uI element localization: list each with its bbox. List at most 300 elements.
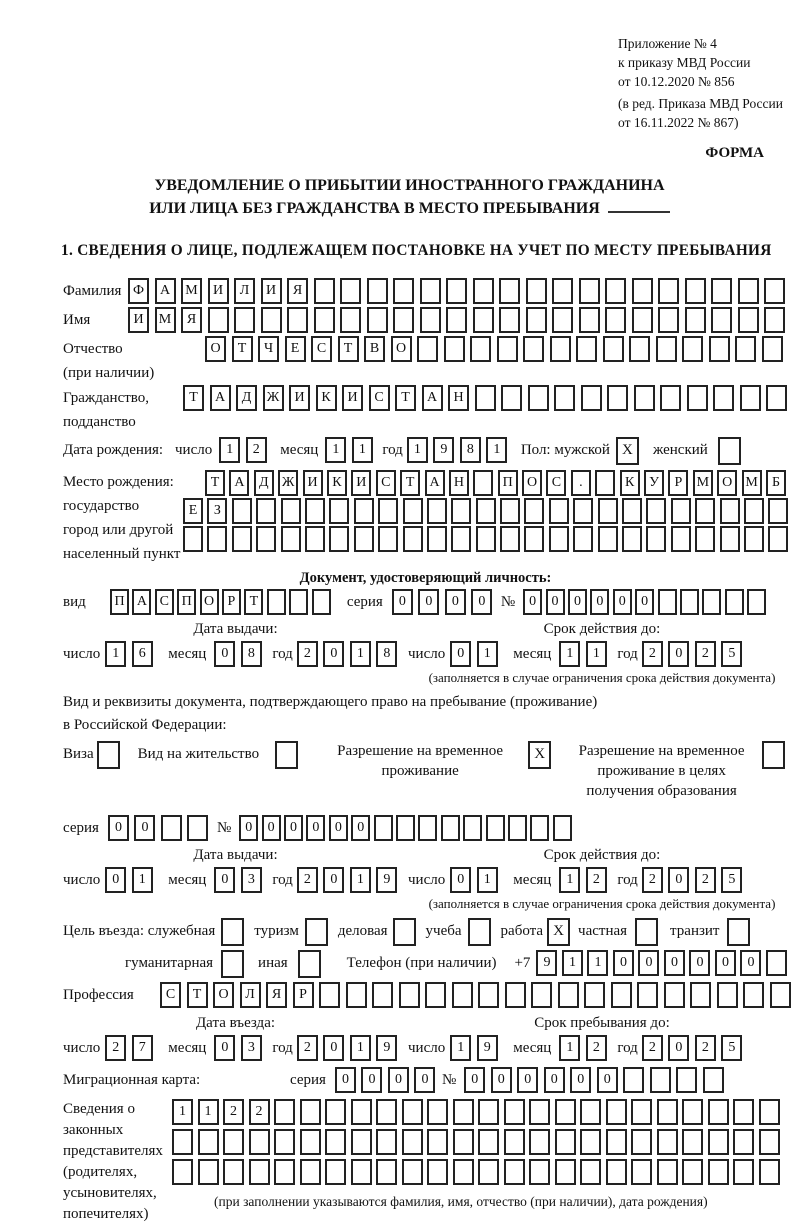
char-cell bbox=[300, 1099, 321, 1125]
migration-card-field bbox=[63, 1067, 796, 1093]
char-cell bbox=[658, 589, 677, 615]
annex-line: к приказу МВД России bbox=[618, 55, 751, 70]
char-cell bbox=[676, 1067, 697, 1093]
char-cell: 1 bbox=[407, 437, 428, 463]
char-cell: А bbox=[210, 385, 231, 411]
char-cell: 1 bbox=[477, 867, 498, 893]
char-cell: 0 bbox=[517, 1067, 538, 1093]
char-cell bbox=[656, 336, 677, 362]
char-cell bbox=[372, 982, 393, 1008]
char-cell: Т bbox=[338, 336, 359, 362]
char-cell bbox=[657, 1099, 678, 1125]
stay-day-cells bbox=[450, 1035, 503, 1061]
char-cell bbox=[671, 498, 691, 524]
char-cell bbox=[646, 498, 666, 524]
char-cell bbox=[690, 982, 711, 1008]
char-cell bbox=[486, 815, 505, 841]
char-cell bbox=[631, 1099, 652, 1125]
id-doc-dates: Дата выдачи: число 1 6 месяц 0 8 год 2 0 1 8 Срок действия до: число 0 1 месяц 1 1 год 2 0 2 5 (заполняется в случае ограничения срока действия документа) bbox=[63, 621, 796, 685]
char-cell bbox=[396, 815, 415, 841]
char-cell bbox=[453, 1159, 474, 1185]
annex-line: от 16.11.2022 № 867) bbox=[618, 115, 739, 130]
char-cell bbox=[378, 498, 398, 524]
char-cell: П bbox=[498, 470, 518, 496]
char-cell bbox=[622, 498, 642, 524]
permit-type-row bbox=[63, 741, 796, 801]
char-cell bbox=[478, 1099, 499, 1125]
issue-date-header: Дата выдачи: bbox=[193, 621, 278, 637]
char-cell: 0 bbox=[597, 1067, 618, 1093]
char-cell bbox=[579, 307, 600, 333]
char-cell bbox=[738, 278, 759, 304]
char-cell: 1 bbox=[219, 437, 240, 463]
char-cell: 9 bbox=[376, 1035, 397, 1061]
char-cell bbox=[453, 1099, 474, 1125]
char-cell bbox=[733, 1099, 754, 1125]
char-cell: 0 bbox=[392, 589, 413, 615]
char-cell: 2 bbox=[695, 641, 716, 667]
char-cell: 6 bbox=[132, 641, 153, 667]
char-cell bbox=[478, 982, 499, 1008]
permit-valid-header: Срок действия до: bbox=[543, 847, 661, 863]
char-cell bbox=[340, 278, 361, 304]
char-cell: 0 bbox=[546, 589, 565, 615]
stay-month-cells bbox=[559, 1035, 612, 1061]
char-cell: 1 bbox=[325, 437, 346, 463]
permit-series-cells bbox=[108, 815, 214, 841]
char-cell: 0 bbox=[613, 589, 632, 615]
char-cell bbox=[682, 1129, 703, 1155]
char-cell bbox=[351, 1099, 372, 1125]
char-cell bbox=[703, 1067, 724, 1093]
doc-series-cells bbox=[392, 589, 498, 615]
char-cell bbox=[622, 526, 642, 552]
char-cell bbox=[499, 307, 520, 333]
char-cell: И bbox=[303, 470, 323, 496]
birth-place-cells-row1 bbox=[205, 470, 793, 496]
surname-label: Фамилия bbox=[63, 283, 122, 299]
char-cell: 1 bbox=[350, 641, 371, 667]
forma-label: ФОРМА bbox=[705, 145, 764, 161]
char-cell bbox=[399, 982, 420, 1008]
char-cell bbox=[256, 498, 276, 524]
char-cell bbox=[208, 307, 229, 333]
char-cell: 0 bbox=[214, 1035, 235, 1061]
birth-day-cells bbox=[219, 437, 272, 463]
char-cell: 0 bbox=[664, 950, 685, 976]
char-cell bbox=[611, 982, 632, 1008]
char-cell: 0 bbox=[134, 815, 155, 841]
char-cell bbox=[504, 1159, 525, 1185]
char-cell bbox=[470, 336, 491, 362]
birth-date-field bbox=[63, 437, 796, 465]
representatives-label-line: представителях bbox=[63, 1143, 163, 1159]
char-cell bbox=[720, 526, 740, 552]
char-cell: 2 bbox=[642, 641, 663, 667]
char-cell: . bbox=[571, 470, 591, 496]
char-cell bbox=[555, 1099, 576, 1125]
tourism-label: туризм bbox=[254, 923, 299, 939]
representatives-cells-row3 bbox=[172, 1159, 784, 1185]
char-cell: 2 bbox=[297, 641, 318, 667]
char-cell bbox=[623, 1067, 644, 1093]
female-checkbox bbox=[718, 437, 741, 465]
permit-dates: Дата выдачи: число 0 1 месяц 0 3 год 2 0 1 9 Срок действия до: число 0 1 месяц 1 2 год 2 0 2 5 (заполняется в случае ограничения срока действия документа) bbox=[63, 847, 796, 911]
citizenship-label: Гражданство, bbox=[63, 390, 150, 406]
char-cell bbox=[476, 526, 496, 552]
char-cell: Р bbox=[293, 982, 314, 1008]
char-cell bbox=[743, 982, 764, 1008]
char-cell bbox=[451, 526, 471, 552]
char-cell: 0 bbox=[635, 589, 654, 615]
char-cell bbox=[768, 526, 788, 552]
char-cell bbox=[198, 1159, 219, 1185]
char-cell: 0 bbox=[450, 641, 471, 667]
char-cell: Е bbox=[183, 498, 203, 524]
char-cell bbox=[660, 385, 681, 411]
char-cell: 2 bbox=[246, 437, 267, 463]
char-cell: 9 bbox=[433, 437, 454, 463]
char-cell: Ж bbox=[278, 470, 298, 496]
char-cell bbox=[631, 1159, 652, 1185]
permit-series-label: серия bbox=[63, 820, 99, 836]
study-checkbox bbox=[468, 918, 491, 946]
char-cell bbox=[682, 1099, 703, 1125]
char-cell bbox=[325, 1099, 346, 1125]
char-cell: И bbox=[261, 278, 282, 304]
char-cell: 0 bbox=[445, 589, 466, 615]
char-cell bbox=[287, 307, 308, 333]
residence-permit-checkbox bbox=[275, 741, 298, 769]
char-cell: 1 bbox=[477, 641, 498, 667]
char-cell: 2 bbox=[249, 1099, 270, 1125]
char-cell: 9 bbox=[477, 1035, 498, 1061]
work-label: работа bbox=[500, 923, 544, 939]
char-cell bbox=[475, 385, 496, 411]
char-cell bbox=[267, 589, 286, 615]
char-cell: 2 bbox=[642, 867, 663, 893]
char-cell: С bbox=[155, 589, 174, 615]
char-cell bbox=[682, 336, 703, 362]
doc-type-cells bbox=[110, 589, 334, 615]
char-cell: 1 bbox=[587, 950, 608, 976]
temp-residence-label: Разрешение на временное проживание bbox=[337, 743, 504, 779]
char-cell: 1 bbox=[350, 867, 371, 893]
char-cell bbox=[650, 1067, 671, 1093]
char-cell bbox=[473, 470, 493, 496]
char-cell bbox=[595, 470, 615, 496]
char-cell bbox=[374, 815, 393, 841]
char-cell: 2 bbox=[223, 1099, 244, 1125]
sex-female-label: женский bbox=[652, 442, 708, 458]
char-cell: А bbox=[422, 385, 443, 411]
char-cell bbox=[223, 1129, 244, 1155]
char-cell bbox=[207, 526, 227, 552]
char-cell: 1 bbox=[586, 641, 607, 667]
mc-number-cells bbox=[464, 1067, 729, 1093]
char-cell bbox=[671, 526, 691, 552]
char-cell bbox=[187, 815, 208, 841]
char-cell bbox=[711, 307, 732, 333]
char-cell: С bbox=[376, 470, 396, 496]
char-cell: 0 bbox=[284, 815, 303, 841]
work-checkbox bbox=[547, 918, 570, 946]
char-cell bbox=[478, 1129, 499, 1155]
char-cell bbox=[637, 982, 658, 1008]
char-cell: 0 bbox=[329, 815, 348, 841]
char-cell bbox=[744, 526, 764, 552]
char-cell bbox=[351, 1159, 372, 1185]
char-cell: 7 bbox=[132, 1035, 153, 1061]
char-cell bbox=[319, 982, 340, 1008]
char-cell: О bbox=[205, 336, 226, 362]
char-cell: И bbox=[351, 470, 371, 496]
char-cell bbox=[584, 982, 605, 1008]
patronymic-note: (при наличии) bbox=[63, 365, 155, 381]
char-cell bbox=[463, 815, 482, 841]
char-cell: М bbox=[155, 307, 176, 333]
purpose-row2 bbox=[63, 950, 796, 978]
permit-issue-header: Дата выдачи: bbox=[193, 847, 278, 863]
char-cell: П bbox=[177, 589, 196, 615]
citizenship-cells bbox=[183, 385, 793, 411]
permit-paragraph: Вид и реквизиты документа, подтверждающего право на пребывание (проживание) в Российской Федерации: bbox=[63, 694, 598, 733]
doc-number-sign: № bbox=[500, 594, 516, 610]
char-cell bbox=[733, 1129, 754, 1155]
char-cell: И bbox=[289, 385, 310, 411]
char-cell bbox=[376, 1129, 397, 1155]
phone-label: Телефон (при наличии) bbox=[346, 955, 497, 971]
char-cell bbox=[403, 498, 423, 524]
sex-female-checkbox bbox=[718, 437, 741, 465]
char-cell: 8 bbox=[241, 641, 262, 667]
char-cell: 0 bbox=[464, 1067, 485, 1093]
section1-heading: 1. СВЕДЕНИЯ О ЛИЦЕ, ПОДЛЕЖАЩЕМ ПОСТАНОВКЕ НА УЧЕТ ПО МЕСТУ ПРЕБЫВАНИЯ bbox=[61, 242, 772, 259]
representatives-note: (при заполнении указываются фамилия, имя, отчество (при наличии), дата рождения) bbox=[214, 1194, 708, 1209]
mc-number-sign: № bbox=[441, 1072, 457, 1088]
char-cell: 0 bbox=[613, 950, 634, 976]
char-cell bbox=[646, 526, 666, 552]
representatives-label-line: попечителях) bbox=[63, 1206, 149, 1222]
stay-year-cells bbox=[642, 1035, 748, 1061]
study-label: учеба bbox=[425, 923, 462, 939]
char-cell: Т bbox=[232, 336, 253, 362]
char-cell bbox=[576, 336, 597, 362]
tourism-checkbox bbox=[305, 918, 328, 946]
char-cell bbox=[733, 1159, 754, 1185]
char-cell: В bbox=[364, 336, 385, 362]
char-cell bbox=[505, 982, 526, 1008]
char-cell bbox=[451, 498, 471, 524]
char-cell: С bbox=[546, 470, 566, 496]
char-cell bbox=[764, 307, 785, 333]
char-cell bbox=[354, 498, 374, 524]
char-cell: 2 bbox=[586, 1035, 607, 1061]
char-cell bbox=[261, 307, 282, 333]
char-cell bbox=[631, 1129, 652, 1155]
visa-label: Виза bbox=[63, 746, 94, 762]
char-cell bbox=[606, 1099, 627, 1125]
char-cell: И bbox=[128, 307, 149, 333]
char-cell bbox=[367, 307, 388, 333]
char-cell: О bbox=[717, 470, 737, 496]
entry-dates: Дата въезда: число 2 7 месяц 0 3 год 2 0 1 9 Срок пребывания до: число 1 9 месяц 1 2 год 2 0 2 5 bbox=[63, 1015, 796, 1061]
char-cell: 0 bbox=[323, 641, 344, 667]
char-cell: 0 bbox=[570, 1067, 591, 1093]
char-cell: 1 bbox=[559, 641, 580, 667]
char-cell: 0 bbox=[414, 1067, 435, 1093]
temp-residence-checkbox bbox=[528, 741, 551, 769]
char-cell bbox=[473, 278, 494, 304]
char-cell: 0 bbox=[335, 1067, 356, 1093]
char-cell bbox=[759, 1129, 780, 1155]
char-cell: К bbox=[316, 385, 337, 411]
char-cell bbox=[759, 1099, 780, 1125]
char-cell: 2 bbox=[105, 1035, 126, 1061]
char-cell: 1 bbox=[350, 1035, 371, 1061]
char-cell bbox=[314, 278, 335, 304]
char-cell bbox=[708, 1099, 729, 1125]
char-cell bbox=[427, 498, 447, 524]
char-cell bbox=[234, 307, 255, 333]
char-cell bbox=[687, 385, 708, 411]
char-cell: Б bbox=[766, 470, 786, 496]
char-cell: З bbox=[207, 498, 227, 524]
char-cell bbox=[581, 385, 602, 411]
char-cell bbox=[695, 498, 715, 524]
valid-until-header: Срок действия до: bbox=[543, 621, 661, 637]
char-cell bbox=[161, 815, 182, 841]
permit-series-field bbox=[63, 815, 796, 841]
entry-year-cells bbox=[297, 1035, 403, 1061]
char-cell: 8 bbox=[376, 641, 397, 667]
char-cell: 2 bbox=[695, 1035, 716, 1061]
surname-cells bbox=[128, 278, 791, 304]
char-cell bbox=[452, 982, 473, 1008]
private-checkbox bbox=[635, 918, 658, 946]
representatives-label-line: усыновителях, bbox=[63, 1185, 157, 1201]
phone-prefix: +7 bbox=[514, 955, 531, 971]
doc-valid-month-cells bbox=[559, 641, 612, 667]
humanitarian-label: гуманитарная bbox=[125, 955, 214, 971]
char-cell: 0 bbox=[715, 950, 736, 976]
char-cell bbox=[658, 307, 679, 333]
char-cell bbox=[598, 526, 618, 552]
birth-place-field bbox=[63, 470, 796, 566]
annex-block bbox=[618, 34, 796, 132]
representatives-label-line: законных bbox=[63, 1122, 124, 1138]
givenname-cells bbox=[128, 307, 791, 333]
day-label: число bbox=[175, 442, 213, 458]
doc-issue-day-cells bbox=[105, 641, 158, 667]
char-cell: Т bbox=[244, 589, 263, 615]
char-cell bbox=[499, 278, 520, 304]
char-cell bbox=[682, 1159, 703, 1185]
char-cell bbox=[580, 1129, 601, 1155]
char-cell bbox=[702, 589, 721, 615]
char-cell: О bbox=[522, 470, 542, 496]
surname-field bbox=[63, 278, 796, 304]
char-cell bbox=[531, 982, 552, 1008]
char-cell: О bbox=[213, 982, 234, 1008]
representatives-cells-row2 bbox=[172, 1129, 784, 1155]
char-cell bbox=[427, 1099, 448, 1125]
char-cell: 0 bbox=[668, 641, 689, 667]
study-checkbox bbox=[468, 918, 491, 946]
char-cell bbox=[605, 307, 626, 333]
birth-year-cells bbox=[407, 437, 513, 463]
char-cell: 2 bbox=[695, 867, 716, 893]
char-cell: 1 bbox=[486, 437, 507, 463]
char-cell bbox=[281, 498, 301, 524]
id-doc-field bbox=[63, 589, 796, 615]
char-cell bbox=[529, 1159, 550, 1185]
char-cell: Д bbox=[254, 470, 274, 496]
char-cell bbox=[274, 1159, 295, 1185]
givenname-label: Имя bbox=[63, 312, 91, 328]
char-cell bbox=[346, 982, 367, 1008]
char-cell bbox=[289, 589, 308, 615]
char-cell: 0 bbox=[351, 815, 370, 841]
char-cell bbox=[549, 526, 569, 552]
doc-number-cells bbox=[523, 589, 769, 615]
char-cell bbox=[523, 336, 544, 362]
char-cell: 1 bbox=[562, 950, 583, 976]
char-cell: И bbox=[342, 385, 363, 411]
char-cell bbox=[685, 278, 706, 304]
char-cell bbox=[555, 1159, 576, 1185]
char-cell bbox=[314, 307, 335, 333]
char-cell bbox=[500, 526, 520, 552]
char-cell: 2 bbox=[642, 1035, 663, 1061]
char-cell: М bbox=[181, 278, 202, 304]
profession-cells bbox=[160, 982, 796, 1008]
doc-valid-year-cells bbox=[642, 641, 748, 667]
char-cell bbox=[329, 526, 349, 552]
phone-cells bbox=[536, 950, 791, 976]
char-cell: С bbox=[369, 385, 390, 411]
char-cell bbox=[528, 385, 549, 411]
permit-number-sign: № bbox=[216, 820, 232, 836]
char-cell: 0 bbox=[638, 950, 659, 976]
char-cell bbox=[605, 278, 626, 304]
char-cell bbox=[558, 982, 579, 1008]
char-cell: 0 bbox=[668, 867, 689, 893]
representatives-label-line: Сведения о bbox=[63, 1101, 135, 1117]
char-cell: 0 bbox=[323, 1035, 344, 1061]
temp-residence-edu-checkbox bbox=[762, 741, 785, 769]
patronymic-field bbox=[63, 336, 796, 384]
other-checkbox bbox=[298, 950, 321, 978]
char-cell bbox=[526, 307, 547, 333]
char-cell bbox=[198, 1129, 219, 1155]
char-cell: А bbox=[229, 470, 249, 496]
doc-valid-day-cells bbox=[450, 641, 503, 667]
char-cell bbox=[555, 1129, 576, 1155]
char-cell bbox=[378, 526, 398, 552]
char-cell: Т bbox=[187, 982, 208, 1008]
profession-label: Профессия bbox=[63, 987, 134, 1003]
char-cell bbox=[658, 278, 679, 304]
char-cell bbox=[573, 526, 593, 552]
char-cell bbox=[504, 1129, 525, 1155]
char-cell bbox=[393, 278, 414, 304]
char-cell: 0 bbox=[568, 589, 587, 615]
tourism-checkbox bbox=[305, 918, 328, 946]
char-cell bbox=[249, 1159, 270, 1185]
temp-residence-checkbox: X bbox=[528, 741, 551, 769]
visa-checkbox bbox=[97, 741, 120, 769]
